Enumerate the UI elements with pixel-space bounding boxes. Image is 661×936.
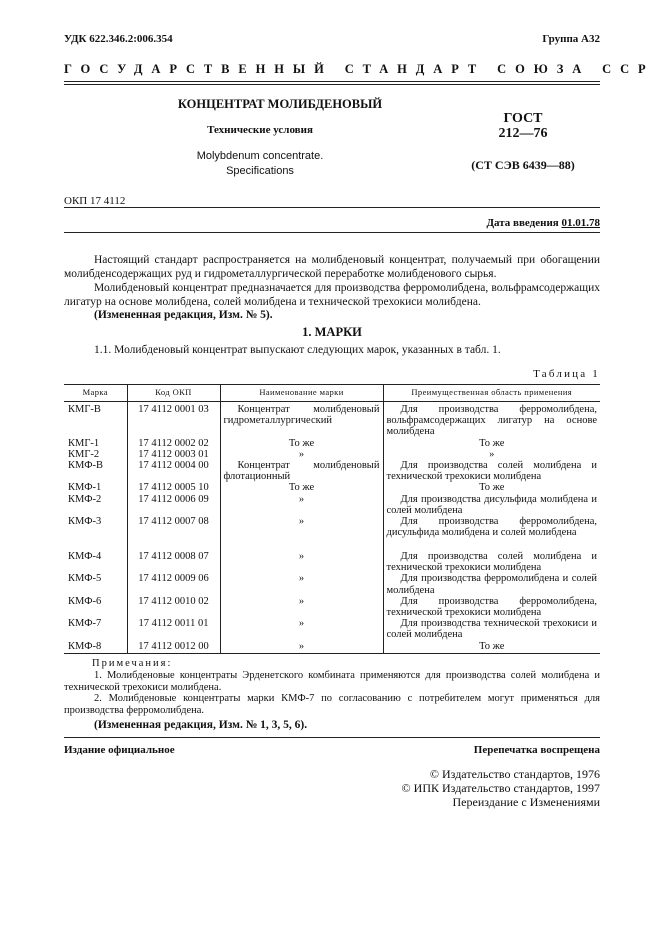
group-code: Группа А32 — [542, 33, 600, 45]
cell-name: » — [220, 551, 383, 573]
cell-application: То же — [383, 482, 600, 493]
date-rule — [64, 232, 600, 233]
gost-label: ГОСТ — [503, 111, 543, 126]
gost-number: 212—76 — [498, 126, 548, 141]
header-rule — [64, 81, 600, 82]
edit-note-2: (Измененная редакция, Изм. № 1, 3, 5, 6). — [94, 719, 308, 731]
cell-code: 17 4112 0004 00 — [127, 460, 220, 482]
udk-code: УДК 622.346.2:006.354 — [64, 33, 173, 45]
footer-rule — [64, 737, 600, 738]
cell-mark: КМГ-2 — [68, 448, 100, 460]
table-row — [64, 460, 600, 482]
cell-name: » — [220, 573, 383, 595]
header-rule-double — [64, 84, 600, 85]
cell-name: Концентрат молибденовый флотационный — [220, 460, 383, 482]
table-row — [64, 494, 600, 516]
english-title-line2: Specifications — [226, 165, 294, 177]
table-row — [64, 596, 600, 618]
cell-application: Для производства ферромолибдена и солей молибдена — [383, 573, 600, 595]
cell-name: » — [220, 596, 383, 618]
header-mark: Марка — [64, 385, 127, 402]
cell-application: Для производства ферромолибдена, дисульфида молибдена и солей молибдена — [383, 516, 600, 551]
document-title: КОНЦЕНТРАТ МОЛИБДЕНОВЫЙ — [177, 97, 383, 111]
reissue-note: Переиздание с Изменениями — [452, 795, 600, 809]
introduction-date — [486, 217, 600, 229]
header-okp-code: Код ОКП — [127, 385, 220, 402]
official-edition: Издание официальное — [64, 744, 175, 756]
table-row — [64, 618, 600, 640]
notes-title: Примечания: — [92, 658, 173, 669]
cell-code: 17 4112 0002 02 — [127, 438, 220, 449]
table-row — [64, 449, 600, 460]
cell-code: 17 4112 0005 10 — [127, 482, 220, 493]
cell-mark: КМФ-4 — [68, 551, 102, 563]
table-row — [64, 402, 600, 438]
cell-name: То же — [220, 438, 383, 449]
cell-code: 17 4112 0012 00 — [127, 641, 220, 654]
cell-code: 17 4112 0009 06 — [127, 573, 220, 595]
cell-mark: КМФ-В — [68, 460, 103, 472]
cell-name: » — [220, 516, 383, 551]
marks-table — [64, 384, 600, 654]
cell-code: 17 4112 0003 01 — [127, 449, 220, 460]
table-row — [64, 573, 600, 595]
cell-name: То же — [220, 482, 383, 493]
table-header-row — [64, 385, 600, 402]
cell-name: » — [220, 618, 383, 640]
state-standard-banner: ГОСУДАРСТВЕННЫЙ СТАНДАРТ СОЮЗА ССР — [64, 62, 655, 76]
cell-application: » — [383, 449, 600, 460]
intro-date-label: Дата введения — [486, 217, 559, 229]
table-row — [64, 641, 600, 654]
cell-mark: КМФ-2 — [68, 493, 102, 505]
cell-application: Для производства дисульфида молибдена и солей молибдена — [383, 494, 600, 516]
note-1: 1. Молибденовые концентраты Эрденетского комбината применяются для производства солей молибдена и технической трехокиси молибдена. — [64, 670, 600, 693]
english-title-line1: Molybdenum concentrate. — [196, 150, 324, 162]
cell-name: Концентрат молибденовый гидрометаллургический — [220, 402, 383, 438]
cell-application: Для производства солей молибдена и технической трехокиси молибдена — [383, 551, 600, 573]
cell-code: 17 4112 0001 03 — [127, 402, 220, 438]
document-subtitle: Технические условия — [207, 124, 313, 136]
cell-code: 17 4112 0010 02 — [127, 596, 220, 618]
edit-note-1: (Измененная редакция, Изм. № 5). — [94, 309, 273, 321]
header-application: Преимущественная область применения — [383, 385, 600, 402]
cell-mark: КМГ-В — [68, 404, 101, 415]
note-2: 2. Молибденовые концентраты марки КМФ-7 по согласованию с потребителем могут применяться для производства ферромолибдена. — [64, 693, 600, 716]
header-mark-name: Наименование марки — [220, 385, 383, 402]
cell-application: Для производства ферромолибдена, технической трехокиси молибдена — [383, 596, 600, 618]
cell-mark: КМФ-8 — [68, 640, 102, 652]
cell-application: Для производства солей молибдена и технической трехокиси молибдена — [383, 460, 600, 482]
cell-mark: КМФ-6 — [68, 595, 102, 607]
cell-mark: КМФ-1 — [68, 482, 102, 494]
paragraph-scope: Настоящий стандарт распространяется на молибденовый концентрат, получаемый при обогащении молибденсодержащих руд и гидрометаллургической переработке молибденового сырья. — [64, 254, 600, 280]
cell-code: 17 4112 0011 01 — [127, 618, 220, 640]
cell-code: 17 4112 0008 07 — [127, 551, 220, 573]
table-row — [64, 516, 600, 551]
cell-mark: КМФ-7 — [68, 618, 102, 630]
copyright-1997: © ИПК Издательство стандартов, 1997 — [401, 781, 600, 795]
cell-name: » — [220, 494, 383, 516]
cell-name: » — [220, 641, 383, 654]
cell-mark: КМФ-5 — [68, 573, 102, 585]
intro-date-value: 01.01.78 — [561, 217, 600, 229]
cell-code: 17 4112 0006 09 — [127, 494, 220, 516]
cell-name: » — [220, 449, 383, 460]
cell-mark: КМФ-3 — [68, 516, 102, 528]
table-row — [64, 551, 600, 573]
cell-mark: КМГ-1 — [68, 437, 100, 449]
cell-application: Для производства технической трехокиси и солей молибдена — [383, 618, 600, 640]
copyright-1976: © Издательство стандартов, 1976 — [429, 767, 600, 781]
cmea-standard: (СТ СЭВ 6439—88) — [471, 158, 575, 172]
cell-code: 17 4112 0007 08 — [127, 516, 220, 551]
cell-application: То же — [383, 438, 600, 449]
reprint-prohibited: Перепечатка воспрещена — [473, 744, 600, 756]
clause-1-1: 1.1. Молибденовый концентрат выпускают следующих марок, указанных в табл. 1. — [94, 344, 501, 356]
table-row — [64, 482, 600, 493]
paragraph-purpose: Молибденовый концентрат предназначается для производства ферромолибдена, вольфрамсодержащих лигатур на основе молибдена, солей молибдена и технической трехокиси молибдена. — [64, 282, 600, 308]
table-row — [64, 438, 600, 449]
cell-application: То же — [383, 641, 600, 654]
okp-code: ОКП 17 4112 — [64, 195, 126, 207]
table-caption: Таблица 1 — [533, 368, 600, 380]
cell-application: Для производства ферромолибдена, вольфрамсодержащих лигатур на основе молибдена — [383, 402, 600, 438]
section-heading-marks: 1. МАРКИ — [302, 325, 362, 339]
title-rule — [64, 207, 600, 208]
